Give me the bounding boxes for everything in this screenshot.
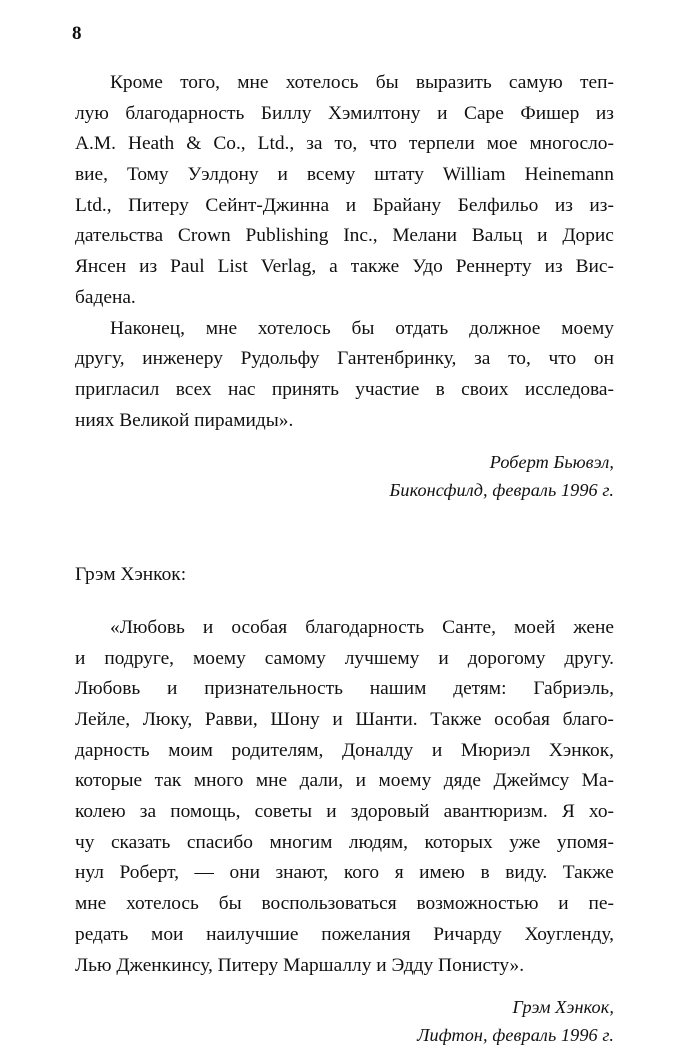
word: Габриэль, — [533, 678, 614, 700]
word: знают, — [275, 862, 329, 884]
word: Мюриэл — [460, 739, 531, 761]
word: Heath — [127, 133, 175, 155]
word: List — [217, 256, 248, 278]
word: Ltd., — [257, 133, 295, 155]
word: и — [202, 616, 214, 638]
word: исследова- — [524, 378, 614, 400]
word: лую — [75, 102, 109, 124]
word: участие — [355, 378, 420, 400]
word: бадена. — [75, 286, 136, 308]
text-line — [75, 129, 614, 160]
word: виду. — [505, 862, 548, 884]
word: из — [544, 256, 563, 278]
text-line — [75, 344, 614, 375]
word: подруге, — [104, 647, 175, 669]
word: нас — [227, 378, 256, 400]
text-line — [75, 858, 614, 889]
text-line — [75, 889, 614, 920]
word: Шону — [270, 709, 320, 731]
word: Также — [430, 709, 482, 731]
word: бы — [218, 893, 242, 915]
word: и — [437, 102, 448, 124]
word: Co., — [213, 133, 246, 155]
paragraph-block-bauval — [75, 68, 614, 436]
word: другу, — [75, 348, 125, 370]
word: а — [329, 256, 338, 278]
text-line — [75, 920, 614, 951]
signature-place-date: Лифтон, февраль 1996 г. — [417, 1025, 614, 1046]
text-line — [75, 766, 614, 797]
word: и — [537, 225, 548, 247]
text-line — [75, 406, 614, 437]
word: Сейнт-Джинна — [205, 194, 330, 216]
word: моим — [168, 739, 213, 761]
word: всему — [306, 164, 356, 186]
word: многим — [269, 831, 333, 853]
word: Хэмилтону — [328, 102, 421, 124]
word: Вис- — [575, 256, 614, 278]
word: мои — [151, 923, 184, 945]
word: A.M. — [75, 133, 116, 155]
word: Verlag, — [260, 256, 317, 278]
word: Шанти. — [355, 709, 418, 731]
word: Лью Дженкинсу, Питеру Маршаллу и Эдду Понисту». — [75, 954, 525, 976]
word: штату — [374, 164, 424, 186]
word: авантюризм. — [443, 801, 548, 823]
word: хотелось — [285, 72, 359, 93]
word: Heinemann — [524, 164, 614, 186]
word: и — [332, 709, 343, 731]
word: Кроме — [110, 72, 163, 93]
word: Уэлдону — [187, 164, 259, 186]
word: и — [431, 739, 443, 761]
word: всех — [175, 378, 212, 400]
word: он — [593, 348, 614, 370]
word: много — [193, 770, 244, 792]
spacer — [75, 591, 614, 613]
word: William — [442, 164, 506, 186]
word: которых — [424, 831, 493, 853]
text-line — [75, 828, 614, 859]
text-line — [75, 613, 614, 644]
word: Ltd., — [75, 194, 112, 216]
paragraph — [75, 314, 614, 437]
word: Хэнкок, — [548, 739, 614, 761]
paragraph — [75, 613, 614, 981]
text-line — [75, 314, 614, 345]
text-line — [75, 252, 614, 283]
text-line — [75, 375, 614, 406]
word: Брайану — [372, 194, 442, 216]
paragraph-block-hancock — [75, 613, 614, 981]
word: детям: — [453, 678, 507, 700]
word: инженеру — [142, 348, 223, 370]
word: и — [438, 647, 449, 669]
text-line — [75, 705, 614, 736]
word: чу — [75, 831, 95, 853]
word: Ричарду — [433, 923, 502, 945]
word: Publishing — [245, 225, 329, 247]
word: многосло- — [529, 133, 614, 155]
word: Фишер — [520, 102, 580, 124]
word: то, — [334, 133, 358, 155]
word: Любовь — [75, 678, 141, 700]
word: признательность — [204, 678, 343, 700]
word: Белфильо — [457, 194, 539, 216]
word: Хоугленду, — [524, 923, 614, 945]
word: из — [139, 256, 158, 278]
word: Тому — [126, 164, 169, 186]
word: моему — [561, 317, 614, 339]
word: пе- — [588, 893, 614, 915]
word: которые — [75, 770, 143, 792]
word: и — [326, 801, 337, 823]
text-line — [75, 951, 614, 982]
word: Ма- — [581, 770, 614, 792]
word: мне — [75, 893, 107, 915]
word: мое — [486, 133, 518, 155]
word: должное — [469, 317, 541, 339]
word: Вальц — [471, 225, 523, 247]
word: колею — [75, 801, 126, 823]
text-line — [75, 644, 614, 675]
word: из — [595, 102, 614, 124]
word: что — [548, 348, 577, 370]
word: моей — [514, 616, 556, 638]
word: благо- — [562, 709, 614, 731]
text-line — [75, 191, 614, 222]
word: Равви, — [204, 709, 258, 731]
section-heading-hancock: Грэм Хэнкок: — [75, 564, 187, 586]
word: Paul — [170, 256, 205, 278]
word: Люку, — [142, 709, 193, 731]
word: лучшему — [344, 647, 420, 669]
word: мне — [237, 72, 269, 93]
text-line — [75, 797, 614, 828]
word: Рудольфу — [240, 348, 320, 370]
word: людям, — [348, 831, 408, 853]
text-line — [75, 221, 614, 252]
word: бы — [375, 72, 399, 93]
spacer — [75, 504, 614, 560]
word: упомя- — [556, 831, 614, 853]
word: Гантенбринку, — [337, 348, 457, 370]
word: ниях Великой пирамиды». — [75, 409, 294, 431]
word: из — [554, 194, 573, 216]
word: спасибо — [186, 831, 253, 853]
word: за — [474, 348, 491, 370]
signature-name: Роберт Бьювэл, — [489, 452, 614, 473]
word: пригласил — [75, 378, 160, 400]
word: нашим — [369, 678, 427, 700]
word: и — [167, 678, 178, 700]
word: имею — [419, 862, 465, 884]
word: сказать — [110, 831, 171, 853]
word: Я — [561, 801, 575, 823]
word: того, — [180, 72, 220, 93]
word: Янсен — [75, 256, 127, 278]
word: Джеймсу — [493, 770, 570, 792]
word: самому — [264, 647, 326, 669]
spacer — [75, 436, 614, 448]
word: моему — [378, 770, 432, 792]
word: я — [394, 862, 404, 884]
word: терпели — [408, 133, 475, 155]
word: благодарность — [125, 102, 245, 124]
word: наилучшие — [206, 923, 299, 945]
word: и — [355, 770, 367, 792]
word: уже — [509, 831, 541, 853]
word: то, — [508, 348, 531, 370]
word: «Любовь — [110, 616, 185, 638]
word: дорогому — [467, 647, 546, 669]
word: самую — [508, 72, 563, 93]
word: из- — [589, 194, 614, 216]
word: отдать — [395, 317, 449, 339]
word: мне — [205, 317, 238, 339]
word: за — [306, 133, 323, 155]
word: и — [345, 194, 357, 216]
word: что — [369, 133, 397, 155]
word: Мелани — [392, 225, 458, 247]
word: дательства — [75, 225, 164, 247]
signature-place-date: Биконсфилд, февраль 1996 г. — [389, 480, 614, 501]
word: благодарность — [305, 616, 425, 638]
word: и — [277, 164, 288, 186]
word: Саре — [464, 102, 504, 124]
word: жене — [573, 616, 614, 638]
word: родителям, — [231, 739, 324, 761]
word: Реннерту — [455, 256, 532, 278]
word: Inc., — [343, 225, 378, 247]
text-line — [75, 674, 614, 705]
text-line — [75, 736, 614, 767]
word: за — [139, 801, 157, 823]
word: дали, — [299, 770, 344, 792]
word: редать — [75, 923, 129, 945]
text-column — [75, 68, 614, 1049]
paragraph — [75, 68, 614, 314]
word: также — [350, 256, 400, 278]
word: своих — [461, 378, 509, 400]
word: — — [194, 862, 214, 884]
word: Питеру — [128, 194, 189, 216]
text-line — [75, 160, 614, 191]
word: особая — [231, 616, 288, 638]
word: они — [229, 862, 260, 884]
word: хотелось — [257, 317, 331, 339]
word: дяде — [443, 770, 482, 792]
word: и — [558, 893, 569, 915]
word: в — [480, 862, 490, 884]
word: мне — [255, 770, 288, 792]
signature-hancock — [75, 993, 614, 1049]
word: нул — [75, 862, 104, 884]
word: Также — [562, 862, 614, 884]
word: Лейле, — [75, 709, 131, 731]
word: принять — [271, 378, 339, 400]
text-line — [75, 99, 614, 130]
word: пожелания — [321, 923, 411, 945]
text-line — [75, 68, 614, 99]
word: Доналду — [341, 739, 414, 761]
page-number: 8 — [72, 23, 82, 44]
word: дарность — [75, 739, 150, 761]
word: помощь, — [170, 801, 241, 823]
word: хо- — [588, 801, 614, 823]
word: моему — [193, 647, 246, 669]
word: Crown — [177, 225, 231, 247]
spacer — [75, 981, 614, 993]
word: Дорис — [562, 225, 614, 247]
word: и — [75, 647, 86, 669]
word: так — [154, 770, 182, 792]
word: воспользоваться — [261, 893, 397, 915]
word: Роберт, — [119, 862, 179, 884]
word: другу. — [564, 647, 614, 669]
word: бы — [351, 317, 375, 339]
word: Наконец, — [110, 317, 185, 339]
word: & — [186, 133, 202, 155]
word: Биллу — [260, 102, 312, 124]
word: советы — [254, 801, 313, 823]
word: хотелось — [126, 893, 199, 915]
word: теп- — [580, 72, 614, 93]
signature-name: Грэм Хэнкок, — [512, 997, 614, 1018]
word: в — [435, 378, 445, 400]
word: вие, — [75, 164, 108, 186]
signature-bauval — [75, 448, 614, 504]
word: кого — [343, 862, 380, 884]
word: здоровый — [350, 801, 430, 823]
word: возможностью — [416, 893, 539, 915]
text-line — [75, 283, 614, 314]
word: особая — [494, 709, 550, 731]
word: Санте, — [442, 616, 497, 638]
word: выразить — [415, 72, 492, 93]
word: Удо — [412, 256, 443, 278]
